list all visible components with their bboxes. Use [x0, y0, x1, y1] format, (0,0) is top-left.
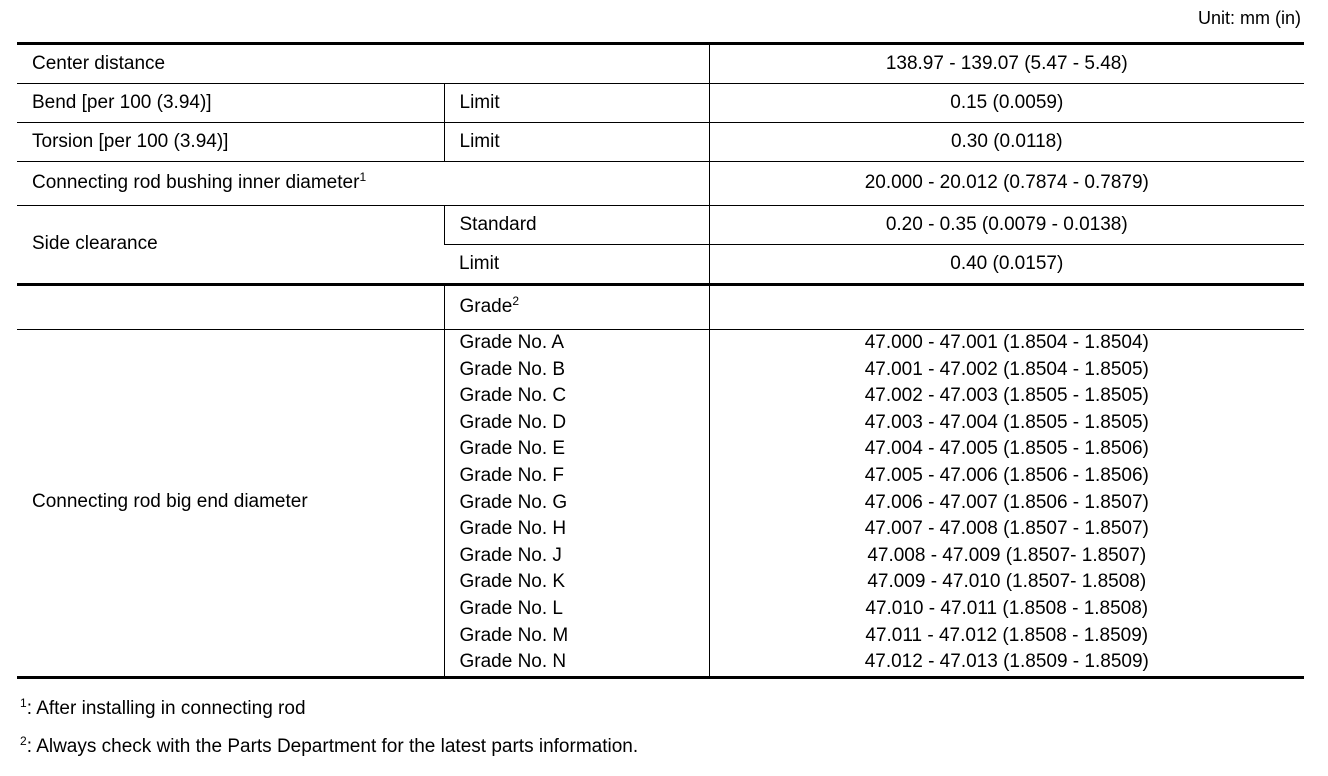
row-side-clearance-standard: [17, 206, 1304, 245]
grade-item: Grade No. J: [459, 544, 562, 566]
footnote-1-mark: 1: [20, 696, 27, 710]
side-clearance-limit-value: 0.40 (0.0157): [709, 245, 1304, 285]
grade-item: Grade No. E: [459, 438, 566, 460]
grade-item: Grade No. D: [459, 411, 567, 433]
row-grade-header: [17, 285, 1304, 330]
grade-value: 47.005 - 47.006 (1.8506 - 1.8506): [864, 464, 1149, 486]
footnote-2-text: : Always check with the Parts Department for the latest parts information.: [26, 736, 639, 757]
side-clearance-standard-value: 0.20 - 0.35 (0.0079 - 0.0138): [709, 206, 1304, 245]
torsion-label: Torsion [per 100 (3.94)]: [17, 123, 444, 162]
torsion-value: 0.30 (0.0118): [709, 123, 1304, 162]
footnote-2: [20, 736, 638, 758]
row-bushing: [17, 162, 1304, 206]
grade-item: Grade No. M: [459, 624, 569, 646]
center-distance-value: 138.97 - 139.07 (5.47 - 5.48): [709, 44, 1304, 84]
bend-label: Bend [per 100 (3.94)]: [17, 84, 444, 123]
grade-value: 47.009 - 47.010 (1.8507- 1.8508): [867, 571, 1147, 593]
grade-value: 47.001 - 47.002 (1.8504 - 1.8505): [864, 358, 1149, 380]
grade-value: 47.000 - 47.001 (1.8504 - 1.8504): [864, 332, 1149, 353]
spec-table: [17, 42, 1304, 679]
row-center-distance: [17, 44, 1304, 84]
grade-item: Grade No. B: [459, 358, 566, 380]
row-big-end: [17, 330, 1304, 678]
grade-item: Grade No. C: [459, 385, 567, 407]
grade-item: Grade No. N: [459, 651, 567, 673]
grade-value: 47.004 - 47.005 (1.8505 - 1.8506): [864, 438, 1149, 460]
grade-value: 47.011 - 47.012 (1.8508 - 1.8509): [865, 624, 1149, 646]
footnote-2-mark: 2: [20, 734, 27, 748]
grade-value: 47.003 - 47.004 (1.8505 - 1.8505): [864, 411, 1149, 433]
bend-sub-label: Limit: [444, 84, 709, 123]
grade-value: 47.010 - 47.011 (1.8508 - 1.8508): [865, 597, 1149, 619]
grade-value: 47.006 - 47.007 (1.8506 - 1.8507): [864, 491, 1149, 513]
grade-item: Grade No. A: [459, 332, 565, 353]
side-clearance-label: Side clearance: [17, 206, 444, 285]
grade-item: Grade No. F: [459, 464, 565, 486]
unit-label: Unit: mm (in): [1198, 8, 1301, 28]
bushing-footnote-mark: 1: [359, 170, 367, 185]
grade-value-list: [709, 330, 1304, 678]
grade-header-cell: [444, 285, 709, 330]
row-torsion: [17, 123, 1304, 162]
side-clearance-limit-label: Limit: [444, 245, 709, 285]
bushing-value: 20.000 - 20.012 (0.7874 - 0.7879): [709, 162, 1304, 206]
grade-header-label: Grade: [459, 296, 513, 318]
grade-value: 47.007 - 47.008 (1.8507 - 1.8507): [864, 518, 1149, 540]
side-clearance-standard-label: Standard: [444, 206, 709, 245]
bend-value: 0.15 (0.0059): [709, 84, 1304, 123]
big-end-label: Connecting rod big end diameter: [17, 330, 444, 678]
grade-header-value-empty: [709, 285, 1304, 330]
bushing-label: Connecting rod bushing inner diameter: [32, 172, 360, 194]
grade-footnote-mark: 2: [512, 294, 519, 309]
grade-value: 47.008 - 47.009 (1.8507- 1.8507): [867, 544, 1147, 566]
grade-header-empty: [17, 285, 444, 330]
grade-value: 47.002 - 47.003 (1.8505 - 1.8505): [864, 385, 1149, 407]
grade-item: Grade No. L: [459, 597, 563, 619]
grade-item: Grade No. H: [459, 518, 567, 540]
footnote-1: [20, 698, 306, 720]
footnote-1-text: : After installing in connecting rod: [26, 698, 306, 719]
grade-value: 47.012 - 47.013 (1.8509 - 1.8509): [864, 651, 1149, 673]
grade-item: Grade No. K: [459, 571, 566, 593]
grade-list: [444, 330, 709, 678]
row-bend: [17, 84, 1304, 123]
center-distance-label: Center distance: [17, 44, 709, 84]
grade-item: Grade No. G: [459, 491, 568, 513]
torsion-sub-label: Limit: [444, 123, 709, 162]
bushing-label-cell: [17, 162, 709, 206]
